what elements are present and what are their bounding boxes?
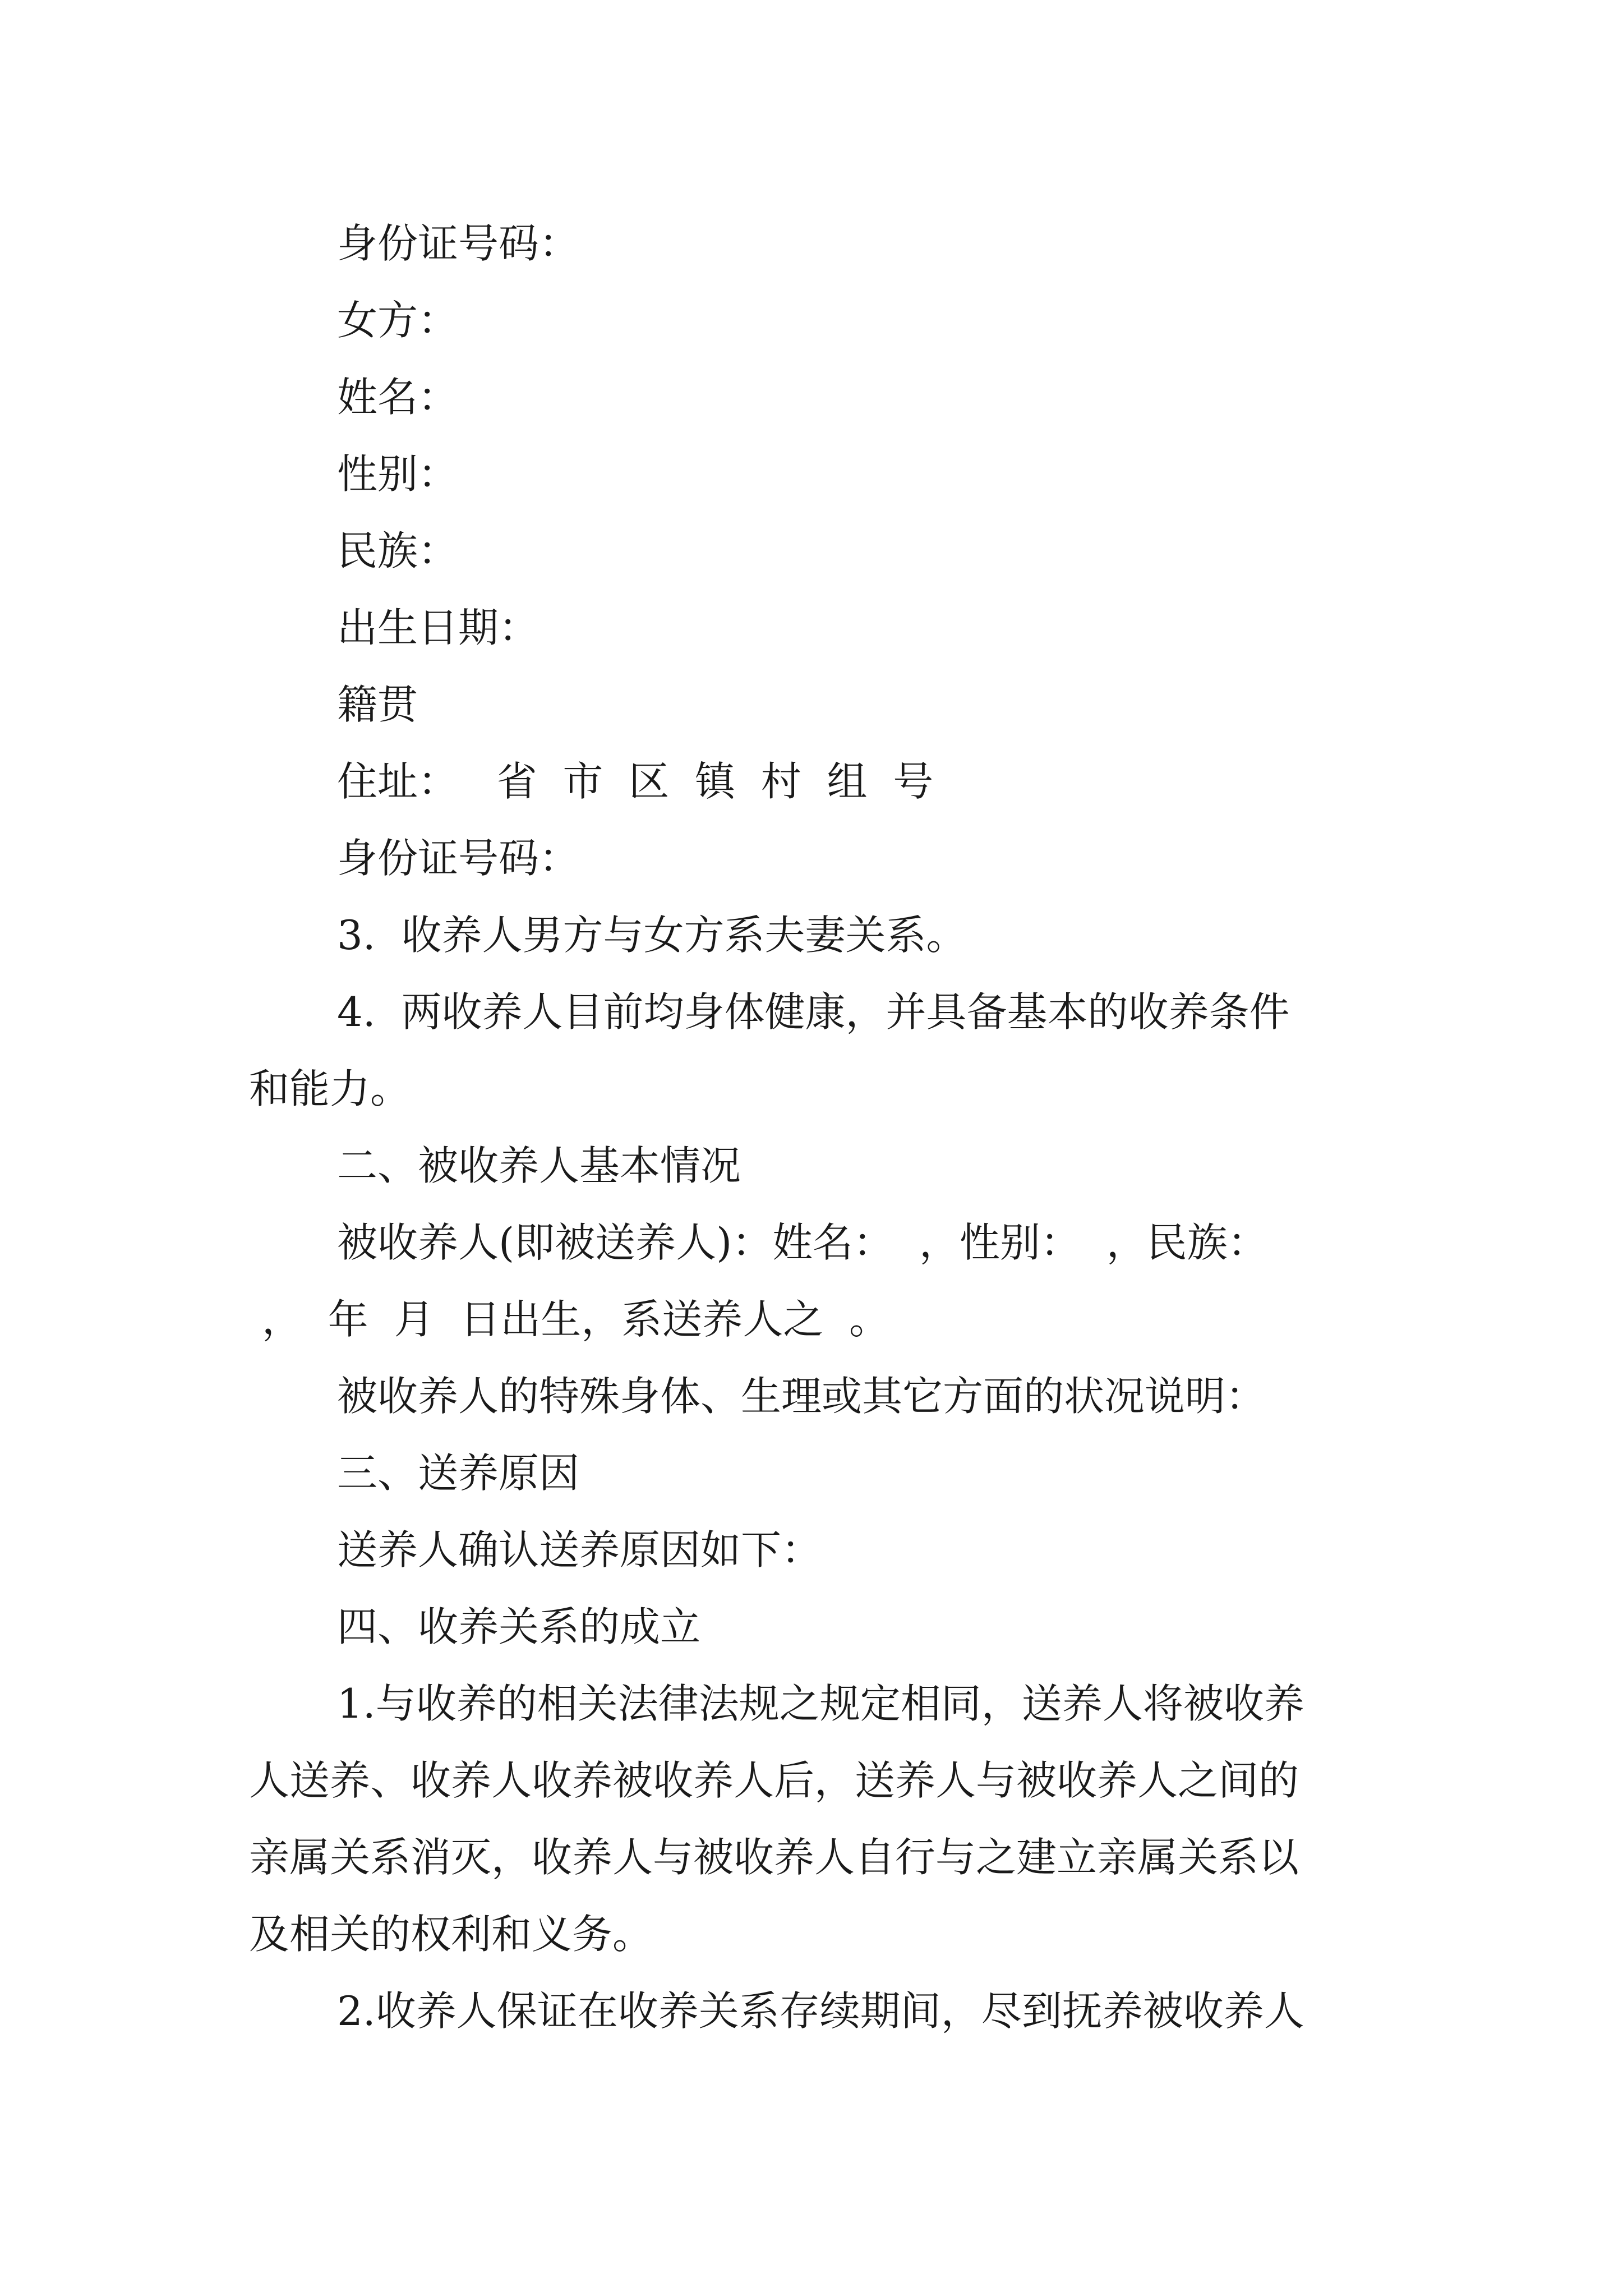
text-line: 出生日期：	[337, 604, 540, 651]
text-line: 和能力。	[249, 1065, 411, 1112]
document-body	[249, 205, 1382, 2050]
address-line: 住址： 省 市 区 镇 村 组 号	[337, 758, 934, 805]
text-line: 性别：	[337, 450, 459, 498]
text-line: 人送养、收养人收养被收养人后，送养人与被收养人之间的	[249, 1757, 1299, 1804]
section-heading: 三、送养原因	[337, 1450, 580, 1497]
text-line: 被收养人的特殊身体、生理或其它方面的状况说明：	[337, 1373, 1266, 1420]
numbered-item: 3. 收养人男方与女方系夫妻关系。	[337, 912, 967, 959]
numbered-item: 1.与收养的相关法律法规之规定相同，送养人将被收养	[337, 1680, 1304, 1727]
text-line: 女方：	[337, 297, 459, 344]
text-line: 身份证号码：	[337, 835, 580, 882]
text-line: 及相关的权利和义务。	[249, 1911, 653, 1958]
numbered-item: 4. 两收养人目前均身体健康，并具备基本的收养条件	[337, 988, 1290, 1036]
text-line: 身份证号码：	[337, 220, 580, 267]
text-line: ， 年 月 日出生，系送养人之 。	[249, 1296, 889, 1343]
text-line: 籍贯	[337, 681, 418, 728]
section-heading: 二、被收养人基本情况	[337, 1142, 741, 1189]
text-line: 民族：	[337, 527, 459, 574]
text-line: 被收养人(即被送养人)：姓名： ，性别： ，民族：	[337, 1219, 1268, 1266]
section-heading: 四、收养关系的成立	[337, 1603, 701, 1650]
text-line: 姓名：	[337, 374, 459, 421]
numbered-item: 2.收养人保证在收养关系存续期间，尽到抚养被收养人	[337, 1987, 1304, 2035]
text-line: 亲属关系消灭，收养人与被收养人自行与之建立亲属关系以	[249, 1834, 1299, 1881]
text-line: 送养人确认送养原因如下：	[337, 1526, 822, 1573]
